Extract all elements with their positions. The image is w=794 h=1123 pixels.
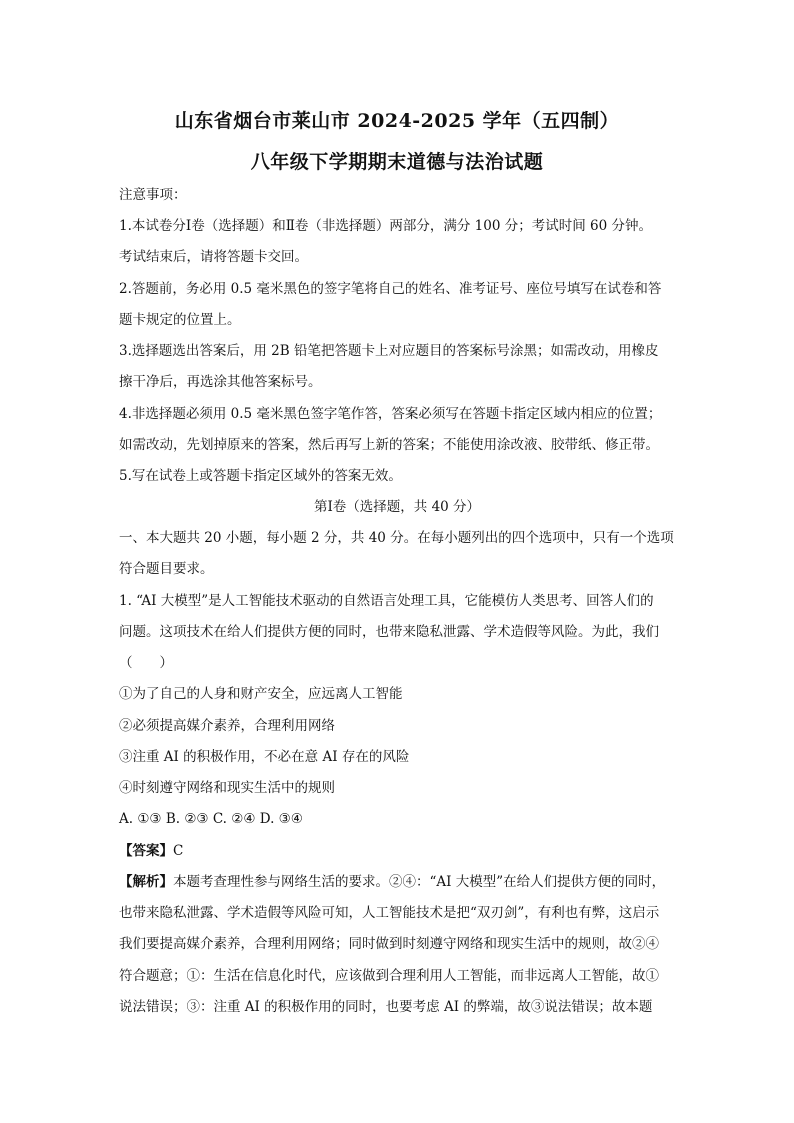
instruction-line: 符合题目要求。 xyxy=(119,561,214,577)
notice-line: 考试结束后，请将答题卡交回。 xyxy=(119,249,308,265)
question-item: ②必须提高媒介素养，合理利用网络 xyxy=(119,718,335,734)
document-title: 山东省烟台市莱山市 2024-2025 学年（五四制） xyxy=(174,110,620,132)
analysis-text: 说法错误；③：注重 AI 的积极作用的同时，也要考虑 AI 的弊端，故③说法错误；故本题 xyxy=(119,999,653,1015)
notice-line: 擦干净后，再选涂其他答案标号。 xyxy=(119,374,322,390)
question-item: ①为了自己的人身和财产安全，应远离人工智能 xyxy=(119,686,403,702)
notice-line: 2.答题前，务必用 0.5 毫米黑色的签字笔将自己的姓名、准考证号、座位号填写在试卷和答 xyxy=(119,281,662,297)
notice-line: 题卡规定的位置上。 xyxy=(119,312,241,328)
analysis-text: 符合题意；①：生活在信息化时代，应该做到合理利用人工智能，而非远离人工智能，故① xyxy=(119,968,659,984)
notice-line: 如需改动，先划掉原来的答案，然后再写上新的答案；不能使用涂改液、胶带纸、修正带。 xyxy=(119,437,659,453)
answer-value: C xyxy=(173,843,184,859)
analysis-line xyxy=(119,872,679,892)
answer-label: 【答案】 xyxy=(119,843,173,859)
question-options: A. ①③ B. ②③ C. ②④ D. ③④ xyxy=(119,811,303,827)
notice-heading: 注意事项： xyxy=(119,187,187,203)
question-stem-line: 1. “AI 大模型”是人工智能技术驱动的自然语言处理工具，它能模仿人类思考、回答人们的 xyxy=(119,593,654,609)
answer-line xyxy=(119,841,679,861)
instruction-line: 一、本大题共 20 小题，每小题 2 分，共 40 分。在每小题列出的四个选项中，只有一个选项 xyxy=(119,530,674,546)
question-stem-line: 问题。这项技术在给人们提供方便的同时，也带来隐私泄露、学术造假等风险。为此，我们 xyxy=(119,624,659,640)
notice-line: 5.写在试卷上或答题卡指定区域外的答案无效。 xyxy=(119,468,402,484)
analysis-label: 【解析】 xyxy=(119,874,173,890)
document-subtitle: 八年级下学期期末道德与法治试题 xyxy=(250,151,544,173)
notice-line: 3.选择题选出答案后，用 2B 铅笔把答题卡上对应题目的答案标号涂黑；如需改动，用橡皮 xyxy=(119,343,659,359)
question-item: ③注重 AI 的积极作用，不必在意 AI 存在的风险 xyxy=(119,749,410,765)
section-title: 第Ⅰ卷（选择题，共 40 分） xyxy=(313,499,481,515)
analysis-text: 本题考查理性参与网络生活的要求。②④：“AI 大模型”在给人们提供方便的同时， xyxy=(173,874,666,890)
notice-line: 1.本试卷分Ⅰ卷（选择题）和Ⅱ卷（非选择题）两部分，满分 100 分；考试时间 60 分钟。 xyxy=(119,218,652,234)
answer-blank: （ ） xyxy=(119,655,173,671)
analysis-text: 我们要提高媒介素养，合理利用网络；同时做到时刻遵守网络和现实生活中的规则，故②④ xyxy=(119,936,659,952)
notice-line: 4.非选择题必须用 0.5 毫米黑色签字笔作答，答案必须写在答题卡指定区域内相应的位置； xyxy=(119,406,662,422)
question-item: ④时刻遵守网络和现实生活中的规则 xyxy=(119,780,335,796)
analysis-text: 也带来隐私泄露、学术造假等风险可知，人工智能技术是把“双刃剑”，有利也有弊，这启示 xyxy=(119,905,660,921)
